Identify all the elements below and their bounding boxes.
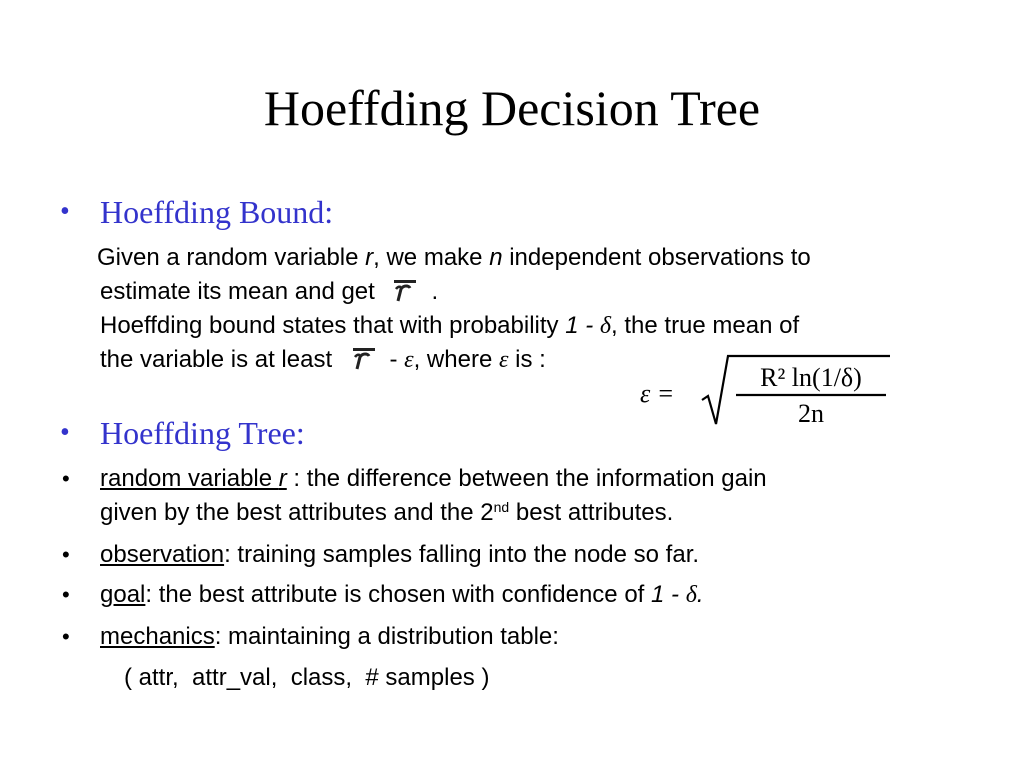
list-bullet: • bbox=[62, 624, 70, 649]
text: , we make bbox=[373, 244, 490, 271]
list-bullet: • bbox=[62, 582, 70, 607]
section-heading-hoeffding-tree: Hoeffding Tree: bbox=[100, 415, 305, 451]
r-bar-symbol-icon bbox=[351, 345, 377, 371]
list-item-random-variable bbox=[100, 464, 767, 494]
list-item-random-variable-cont bbox=[100, 498, 673, 528]
list-item-goal bbox=[100, 580, 704, 610]
period: . bbox=[696, 581, 704, 608]
bound-line-1 bbox=[97, 243, 811, 273]
term-observation: observation bbox=[100, 541, 225, 568]
list-bullet: • bbox=[62, 466, 70, 491]
text: : training samples falling into the node so far. bbox=[224, 541, 700, 568]
list-bullet: • bbox=[62, 542, 70, 567]
text: - bbox=[382, 346, 405, 373]
ordinal-suffix: nd bbox=[493, 499, 510, 515]
term-text: random variable bbox=[100, 465, 279, 492]
bound-line-4 bbox=[100, 345, 546, 375]
text: . bbox=[431, 278, 439, 305]
formula-numerator: R² ln(1/δ) bbox=[760, 363, 862, 392]
text: independent observations to bbox=[502, 244, 811, 271]
section-bullet-hoeffding-tree: • bbox=[60, 417, 70, 448]
term-random-variable bbox=[100, 465, 287, 492]
text: : the best attribute is chosen with confidence of bbox=[145, 581, 652, 608]
bound-line-3 bbox=[100, 311, 799, 341]
text: the variable is at least bbox=[100, 346, 333, 373]
text: : the difference between the information gain bbox=[286, 465, 767, 492]
probability-one: 1 - bbox=[565, 312, 600, 339]
text: , the true mean of bbox=[611, 312, 800, 339]
list-item-observation bbox=[100, 540, 699, 570]
confidence-one: 1 - bbox=[651, 581, 686, 608]
text: estimate its mean and get bbox=[100, 278, 375, 305]
var-r: r bbox=[365, 244, 374, 271]
delta-symbol: δ bbox=[599, 313, 612, 339]
text: is : bbox=[508, 346, 546, 373]
bound-line-2 bbox=[100, 277, 438, 307]
delta-symbol: δ bbox=[685, 582, 697, 608]
text: , where bbox=[413, 346, 499, 373]
formula-denominator: 2n bbox=[798, 399, 824, 428]
epsilon-symbol: ε bbox=[404, 347, 414, 373]
text: : maintaining a distribution table: bbox=[214, 623, 559, 650]
section-bullet-hoeffding-bound: • bbox=[60, 196, 70, 227]
slide-title: Hoeffding Decision Tree bbox=[263, 80, 761, 136]
hoeffding-bound-formula bbox=[636, 350, 896, 434]
text: given by the best attributes and the 2 bbox=[100, 499, 494, 526]
distribution-table-tuple: ( attr, attr_val, class, # samples ) bbox=[124, 664, 490, 691]
epsilon-symbol: ε bbox=[498, 347, 509, 373]
var-n: n bbox=[489, 244, 503, 271]
text: Given a random variable bbox=[97, 244, 366, 271]
r-bar-symbol-icon bbox=[392, 277, 418, 303]
term-goal: goal bbox=[100, 581, 146, 608]
term-mechanics: mechanics bbox=[100, 623, 215, 650]
formula-lhs: ε = bbox=[640, 379, 675, 408]
text: best attributes. bbox=[509, 499, 674, 526]
text: Hoeffding bound states that with probability bbox=[100, 312, 566, 339]
term-var-r: r bbox=[278, 465, 287, 492]
list-item-mechanics bbox=[100, 622, 559, 652]
section-heading-hoeffding-bound: Hoeffding Bound: bbox=[100, 194, 334, 230]
